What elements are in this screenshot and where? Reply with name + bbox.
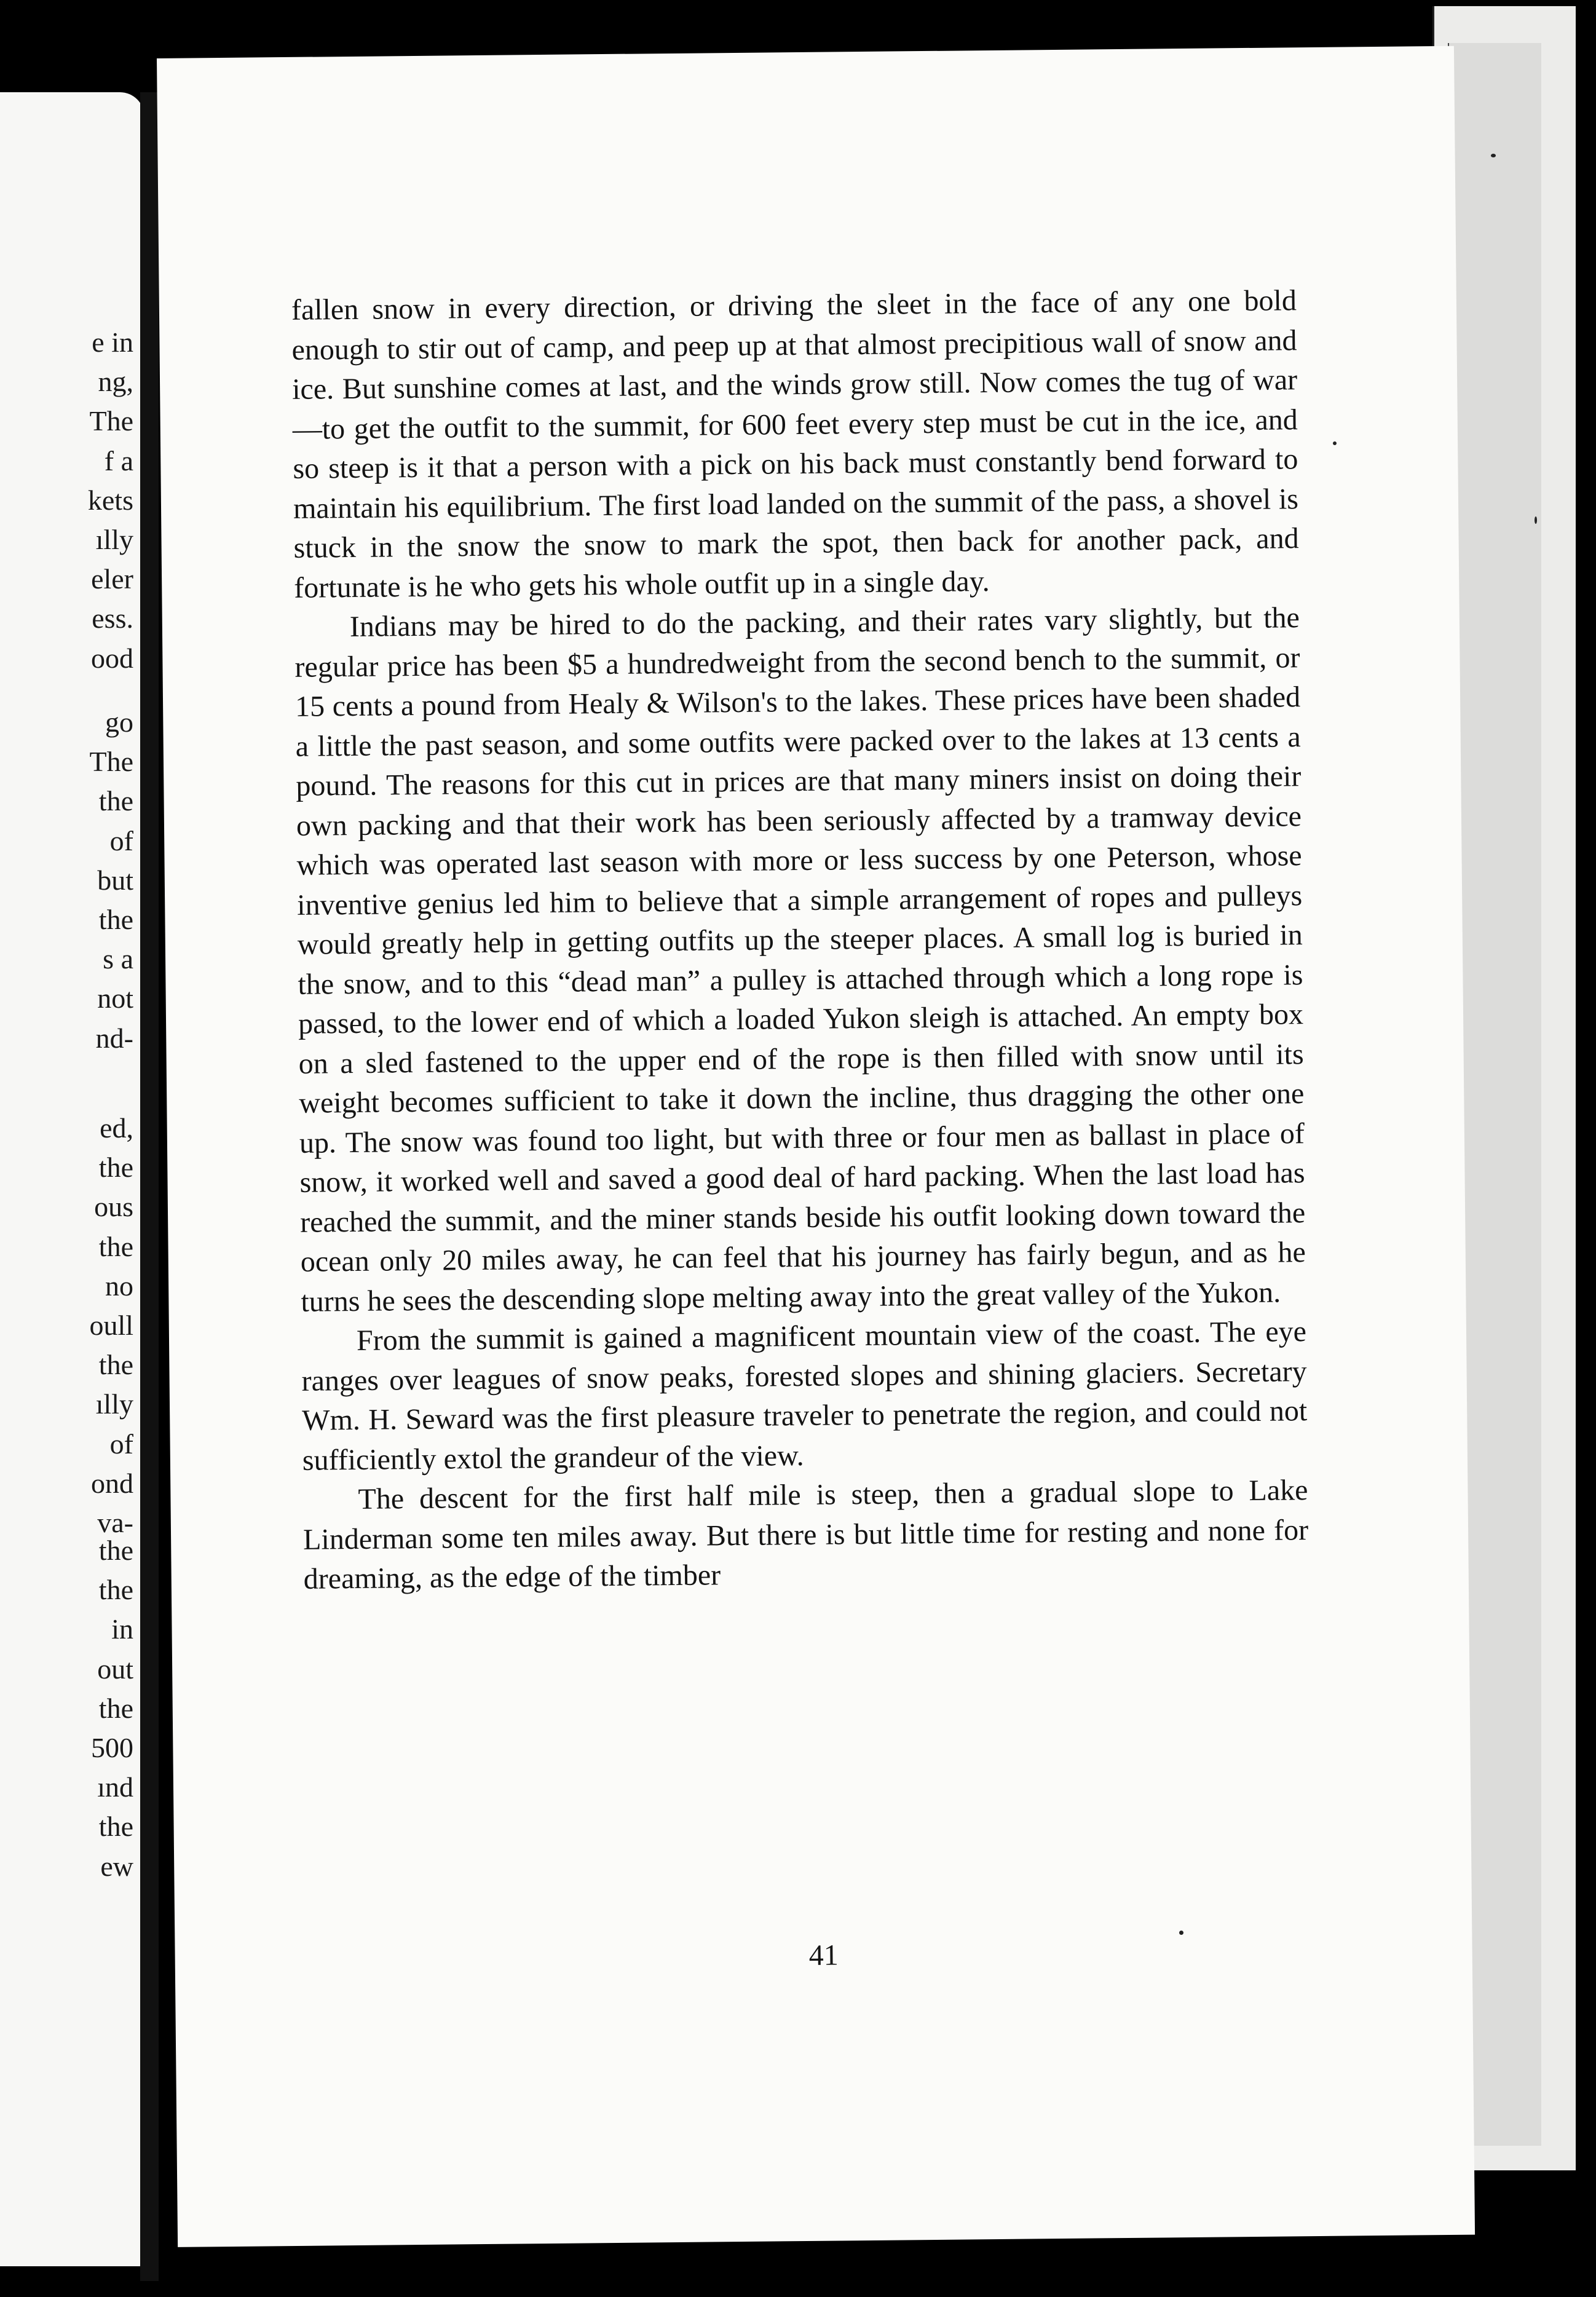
paragraph: Indians may be hired to do the packing, and their rates vary slightly, but the regular price has been $5 a hundredweight from the second bench to the summit, or 15 cents a pound from Healy & Wilson's to the lakes. These prices have been shaded a little the past season, and some outfits were packed over to the lakes at 13 cents a pound. The reasons for this cut in prices are that many miners insist on doing their own packing and that their work has been seriously affected by a tramway device which was operated last season with more or less success by one Peterson, whose inventive genius led him to believe that a simple arrangement of ropes and pulleys would greatly help in getting outfits up the steeper places. A small log is buried in the snow, and to this “dead man” a pulley is attached through which a long rope is passed, to the lower end of which a loaded Yukon sleigh is attached. An empty box on a sled fastened to the upper end of the rope is then filled with snow until its weight becomes sufficient to take it down the incline, thus dragging the other one up. The snow was found too light, but with three or four men as ballast in place of snow, it worked well and saved a good deal of hard packing. When the last load has reached the summit, and the miner stands beside his outfit looking down toward the ocean only 20 miles away, he can feel that his journey has fairly begun, and as he turns he sees the descending slope melting away into the great valley of the Yukon. [294, 601, 1306, 1318]
facing-page-line: ood [91, 642, 133, 674]
paragraph: From the summit is gained a magnificent mountain view of the coast. The eye ranges over leagues of snow peaks, forested slopes and shining glaciers. Secretary Wm. H. Seward was the first pleasure traveler to penetrate the region, and could not sufficiently extol the grandeur of the view. [301, 1315, 1308, 1477]
facing-page-line: the [98, 1574, 133, 1606]
facing-page-line: the [98, 1811, 133, 1843]
facing-page [0, 92, 144, 2266]
facing-page-line: ous [94, 1191, 133, 1223]
page-number: 41 [808, 1939, 839, 1972]
facing-page-line: ed, [100, 1112, 133, 1144]
facing-page-line: ond [91, 1467, 133, 1499]
facing-page-line: the [98, 785, 133, 817]
facing-page-line: the [98, 904, 133, 935]
book-spine [140, 92, 159, 2281]
facing-page-line: ess. [92, 603, 133, 635]
paragraph: The descent for the first half mile is steep, then a gradual slope to Lake Linderman some ten miles away. But there is but little time for resting and none for dreaming, as the edge of the timber [302, 1474, 1309, 1595]
book-page [157, 46, 1475, 2247]
facing-page-line: out [97, 1653, 133, 1685]
facing-page-line: ng, [98, 366, 133, 398]
facing-page-line: in [111, 1613, 133, 1645]
facing-page-line: go [105, 706, 133, 738]
facing-page-line: 500 [91, 1732, 133, 1763]
facing-page-line: The [89, 746, 133, 778]
facing-page-line: s a [103, 943, 133, 975]
dust-speck [1491, 154, 1496, 157]
facing-page-line: the [98, 1349, 133, 1381]
facing-page-line: the [98, 1692, 133, 1724]
facing-page-line: va- [97, 1507, 133, 1538]
dust-speck [1333, 441, 1337, 445]
facing-page-line: no [105, 1270, 133, 1302]
facing-page-line: nd- [95, 1022, 133, 1054]
facing-page-line: f a [104, 445, 133, 476]
facing-page-line: the [98, 1230, 133, 1262]
facing-page-line: eler [91, 563, 133, 595]
facing-page-line: ılly [95, 524, 133, 555]
body-text [291, 281, 1309, 1599]
dust-speck [1535, 516, 1537, 524]
dust-speck [1179, 1931, 1183, 1935]
paragraph: fallen snow in every direction, or driving the sleet in the face of any one bold enough to stir out of camp, and peep up at that almost precipitious wall of snow and ice. But sunshine comes at last, and the winds grow still. Now comes the tug of war—to get the outfit to the summit, for 600 feet every step must be cut in the ice, and so steep is it that a person with a pick on his back must constantly bend forward to maintain his equilibrium. The first load landed on the summit of the pass, a shovel is stuck in the snow the snow to mark the spot, then back for another pack, and fortunate is he who gets his whole outfit up in a single day. [291, 284, 1299, 604]
facing-page-line: ew [100, 1850, 133, 1882]
facing-page-line: not [97, 982, 133, 1014]
facing-page-line: ılly [95, 1388, 133, 1420]
facing-page-line: the [98, 1535, 133, 1566]
facing-page-line: of [109, 824, 133, 856]
facing-page-line: ınd [97, 1771, 133, 1803]
facing-page-line: the [98, 1152, 133, 1184]
facing-page-line: e in [92, 326, 133, 358]
facing-page-line: kets [87, 484, 133, 516]
facing-page-line: The [89, 405, 133, 437]
facing-page-line: oull [89, 1310, 133, 1341]
facing-page-line: but [97, 864, 133, 896]
facing-page-line: of [109, 1428, 133, 1460]
